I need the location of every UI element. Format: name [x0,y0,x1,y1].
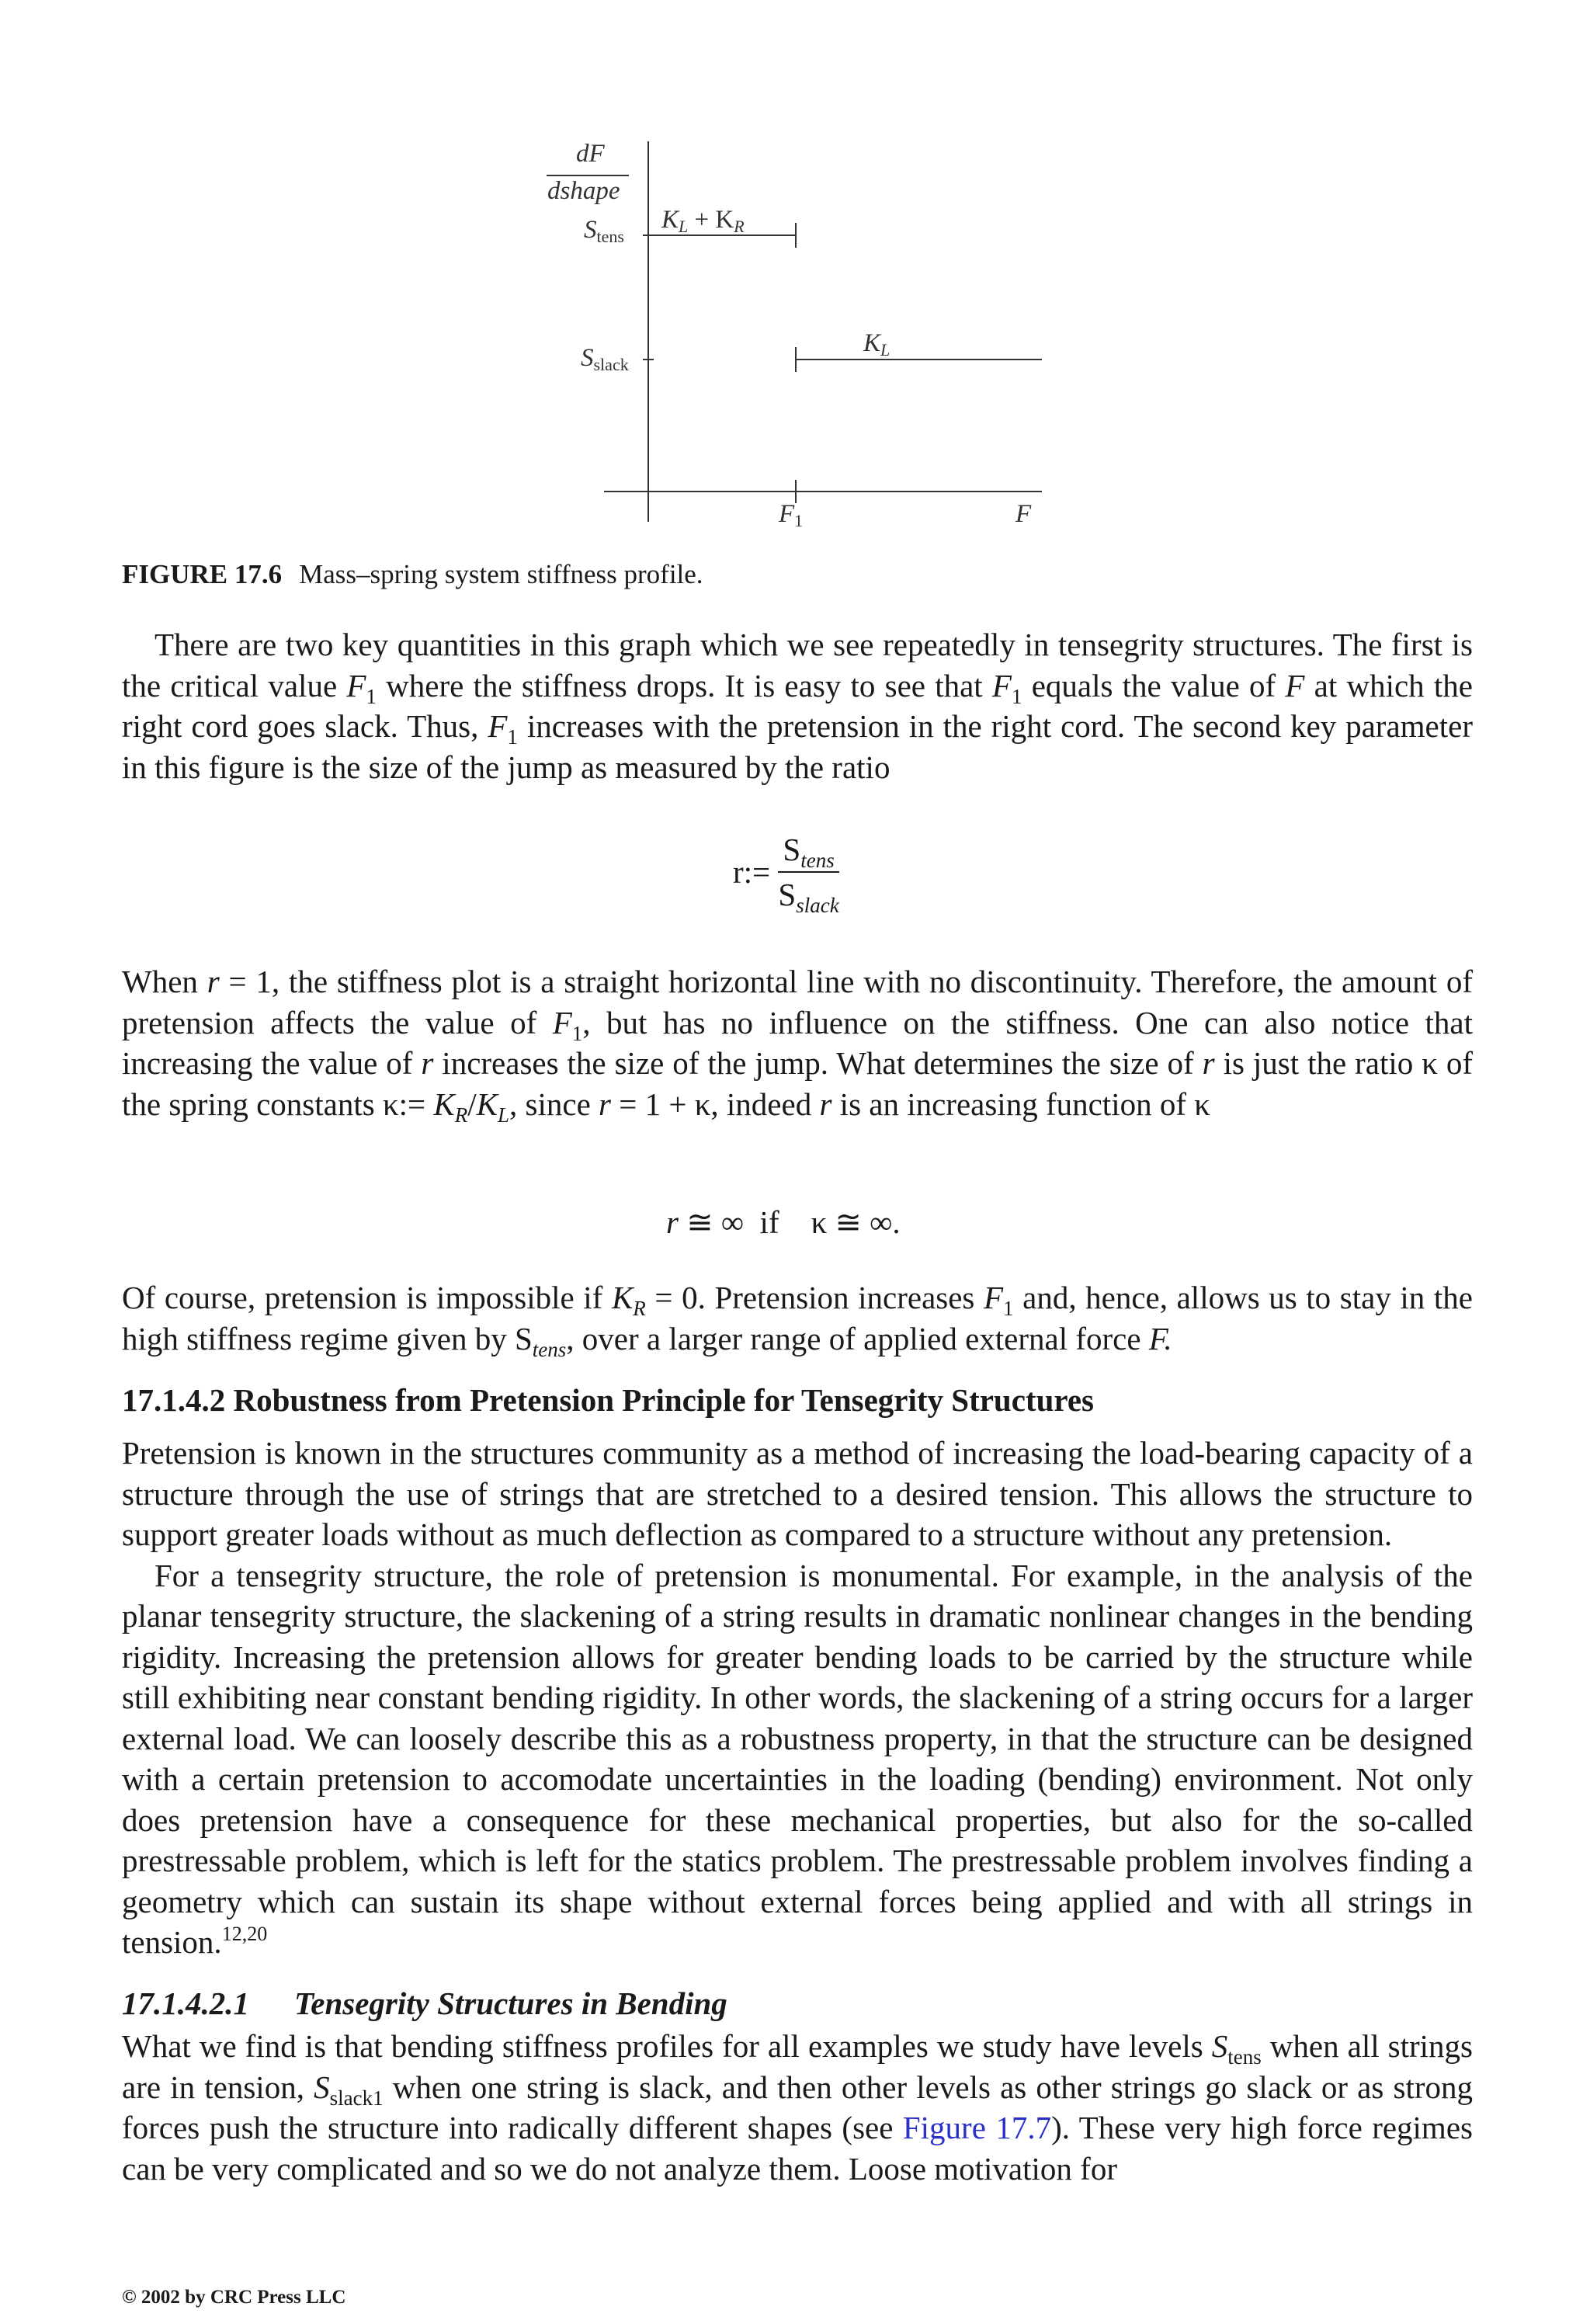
copyright-footer: © 2002 by CRC Press LLC [122,2287,346,2308]
paragraph-ratio: When r = 1, the stiffness plot is a straight horizontal line with no discontinuity. Therefore, the amount of pretension affects the value of $F_1$, but has no influence on the stiffness. One can also notice that increasing the value of r increases the size of the jump. What determines the size of r is just the ratio κ of the spring constants κ:= $K_R/K_L$, since r = 1 + κ, indeed r is an increasing function of κ [122,964,1474,1127]
stiffness-figure [0,0,1590,559]
figure-caption [122,558,703,592]
paragraph-pretension-structures: Pretension is known in the structures community as a method of increasing the load-bearing capacity of a structure through the use of strings that are stretched to a desired tension. This allows the structure to support greater loads without as much deflection as compared to a structure without any pretension. For a tensegrity structure, the role of pretension is monumental. For example, in the analysis of the planar tensegrity structure, the slackening of a string results in dramatic nonlinear changes in the bending rigidity. Increasing the pretension allows for greater bending loads to be carried by the structure while still exhibiting near constant bending rigidity. In other words, the slackening of a string occurs for a larger external load. We can loosely describe this as a robustness property, in that the structure can be designed with a certain pretension to accomodate uncertainties in the loading (bending) environment. Not only does pretension have a consequence for these mechanical properties, but also for the so-called prestressable problem, which is left for the statics problem. The prestressable problem involves finding a geometry which can sustain its shape without external forces being applied and with all strings in tension.$^{12,20}$ [122,1433,1473,1963]
paragraph-bending-profiles: What we find is that bending stiffness profiles for all examples we study have levels $S_{tens}$ when all strings are in tension, $S_{slack1}$ when one string is slack, and then other levels as other strings go slack or as strong forces push the structure into radically different shapes (see Figure 17.7). These very high force regimes can be very complicated and so we do not analyze them. Loose motivation for [122,2028,1473,2187]
paragraph-role-of-pretension: For a tensegrity structure, the role of pretension is monumental. For example, in the analysis of the planar tensegrity structure, the slackening of a string results in dramatic nonlinear changes in the bending rigidity. Increasing the pretension allows for greater bending loads to be carried by the structure while still exhibiting near constant bending rigidity. In other words, the slackening of a string occurs for a larger external load. We can loosely describe this as a robustness property, in that the structure can be designed with a certain pretension to accomodate uncertainties in the loading (bending) environment. Not only does pretension have a consequence for these mechanical properties, but also for the so-called prestressable problem, which is left for the statics problem. The prestressable problem involves finding a geometry which can sustain its shape without external forces being applied and with all strings in tension.$^{12,20}$ [122,1557,1473,1960]
caption-number: FIGURE 17.6 [122,559,283,589]
caption-text: Mass–spring system stiffness profile. [299,559,703,589]
y-label-numerator: dF [576,140,605,168]
low-segment-label: $K_L$ [863,329,890,360]
paragraph-pretension-regime: Of course, pretension is impossible if $K_R = 0$. Pretension increases $F_1$ and, hence, allows us to stay in the high stiffness regime given by $S_{tens}$, over a larger range of applied external force F. [122,1280,1473,1361]
figure-17-7-link[interactable]: Figure 17.7 [902,2110,1052,2145]
subsection-heading-bending: 17.1.4.2.1 Tensegrity Structures in Bending [122,1985,727,2021]
x-tick-f1-label: $F_1$ [779,500,804,530]
s-slack-label: $S_{slack}$ [581,344,629,374]
section-heading-robustness: 17.1.4.2 Robustness from Pretension Principle for Tensegrity Structures [122,1382,1094,1418]
limit-equation: r ≅ ∞ if κ ≅ ∞. [666,1204,901,1240]
paragraph-key-quantities: There are two key quantities in this graph which we see repeatedly in tensegrity structures. The first is the critical value $F_1$ where the stiffness drops. It is easy to see that $F_1$ equals the value of F at which the right cord goes slack. Thus, $F_1$ increases with the pretension in the right cord. The second key parameter in this figure is the size of the jump as measured by the ratio [122,627,1473,785]
s-tens-label: $S_{tens}$ [584,216,624,246]
ratio-equation: r:= $S_{tens}$ $S_{slack}$ [733,832,839,917]
stiffness-plot [0,0,1590,559]
x-axis-label: F [1015,500,1032,528]
high-segment-label: $K_L + K_R$ [661,206,745,236]
y-label-denominator: dshape [547,177,620,205]
